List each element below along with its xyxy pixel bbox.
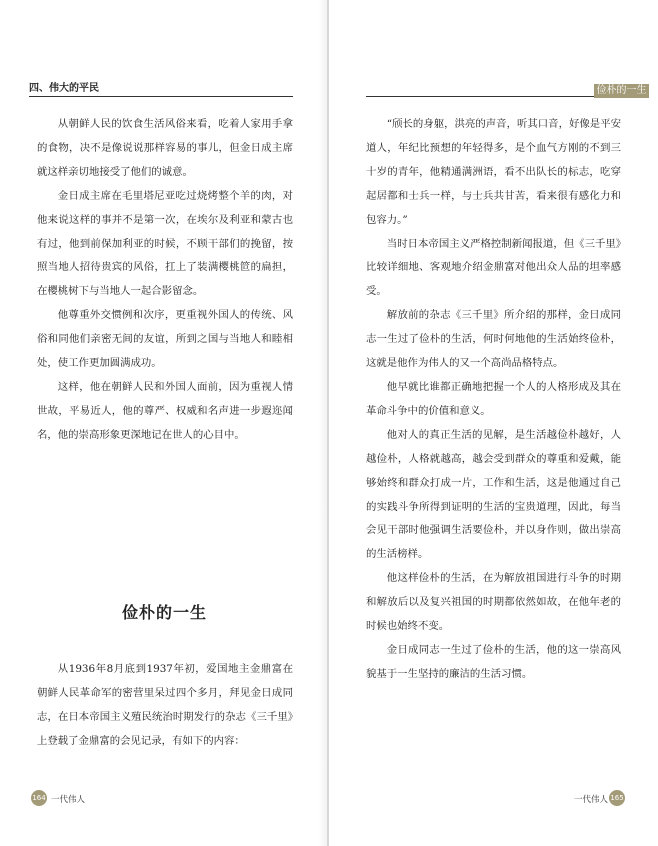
chapter-tag: 俭朴的一生 [594, 84, 649, 98]
body-text [37, 113, 293, 448]
body-text [366, 113, 621, 687]
footer-book-title: 一代伟人 [574, 795, 609, 805]
paragraph: 这样，他在朝鲜人民和外国人面前，因为重视人情世故，平易近人，他的尊严、权威和名声进一步遐迩闻名，他的崇高形象更深地记在世人的心目中。 [37, 380, 293, 441]
gutter-shadow [318, 0, 327, 846]
page-number-badge: 164 [31, 790, 47, 806]
paragraph: 解放前的杂志《三千里》所介绍的那样，金日成同志一生过了俭朴的生活，何时何地他的生活始终俭朴，这就是他作为伟人的又一个高尚品格特点。 [366, 309, 621, 370]
header-rule [366, 96, 594, 97]
section-body-text [37, 658, 293, 754]
paragraph: 从朝鲜人民的饮食生活风俗来看，吃着人家用手拿的食物，决不是像说说那样容易的事儿，但金日成主席就这样亲切地接受了他们的诚意。 [37, 118, 293, 178]
paragraph: “颀长的身躯，洪亮的声音，听其口音，好像是平安道人，年纪比预想的年轻得多，是个血气方刚的不到三十岁的青年，他精通满洲语，看不出队长的标志，吃穿起居都和士兵一样，与士兵共甘苦，看来很有感化力和包容力。” [366, 118, 621, 226]
paragraph: 他尊重外交惯例和次序，更重视外国人的传统、风俗和同他们亲密无间的友谊，所到之国与当地人和睦相处，使工作更加圆满成功。 [37, 309, 293, 370]
paragraph: 当时日本帝国主义严格控制新闻报道，但《三千里》比较详细地、客观地介绍金鼎富对他出众人品的坦率感受。 [366, 237, 621, 298]
header-rule [29, 96, 293, 97]
paragraph: 他这样俭朴的生活，在为解放祖国进行斗争的时期和解放后以及复兴祖国的时期都依然如故，在他年老的时候也始终不变。 [366, 572, 621, 633]
paragraph: 金日成主席在毛里塔尼亚吃过烧烤整个羊的肉，对他来说这样的事并不是第一次，在埃尔及利亚和蒙古也有过，他到前保加利亚的时候，不顾干部们的挽留，按照当地人招待贵宾的风俗，扛上了装满樱桃笸的扁担，在樱桃树下与当地人一起合影留念。 [37, 189, 293, 298]
right-page [329, 0, 658, 846]
paragraph: 金日成同志一生过了俭朴的生活，他的这一崇高风貌基于一生坚持的廉洁的生活习惯。 [366, 643, 621, 680]
footer-book-title: 一代伟人 [51, 795, 86, 805]
page-number-badge: 165 [609, 790, 625, 806]
running-head: 四、伟大的平民 [29, 83, 99, 94]
paragraph: 从1936年8月底到1937年初，爱国地主金鼎富在朝鲜人民革命军的密营里呆过四个多月，拜见金日成同志，在日本帝国主义殖民统治时期发行的杂志《三千里》上登载了金鼎富的会见记录，有如下的内容： [37, 663, 293, 747]
paragraph: 他对人的真正生活的见解，是生活越俭朴越好，人越俭朴，人格就越高，越会受到群众的尊重和爱戴，能够始终和群众打成一片，工作和生活，这是他通过自己的实践斗争所得到证明的生活的宝贵道理，因此，每当会见干部时他强调生活要俭朴，并以身作则，做出崇高的生活榜样。 [366, 428, 621, 561]
paragraph: 他早就比谁都正确地把握一个人的人格形成及其在革命斗争中的价值和意义。 [366, 380, 621, 417]
section-title: 俭朴的一生 [121, 603, 207, 622]
